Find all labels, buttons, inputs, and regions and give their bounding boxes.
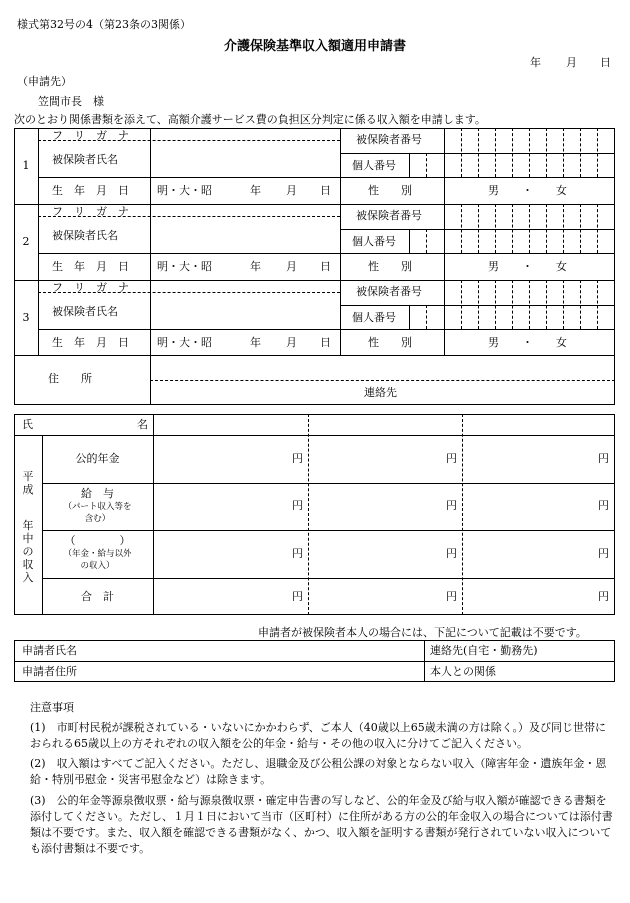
yen-other-2: 円 [446, 547, 457, 560]
salary-note-1: （パート収入等を [63, 502, 132, 512]
income-name-label-1: 氏 [22, 418, 33, 431]
birth-day-2: 日 [320, 260, 331, 273]
page-title: 介護保険基準収入額適用申請書 [223, 39, 406, 54]
yen-salary-1: 円 [292, 499, 303, 512]
personal-number-label-1: 個人番号 [352, 159, 396, 172]
birth-label-1: 生 年 月 日 [52, 184, 129, 197]
form-number: 様式第32号の4（第23条の3関係） [17, 18, 191, 31]
birth-year-2: 年 [250, 260, 261, 273]
salary-label: 給 与 [81, 487, 114, 500]
date-day: 日 [600, 56, 611, 69]
birth-month-3: 月 [286, 336, 297, 349]
birth-label-3: 生 年 月 日 [52, 336, 129, 349]
contact-label: 連絡先 [364, 386, 397, 399]
yen-other-3: 円 [598, 547, 609, 560]
furigana-label-1: フ リ ガ ナ [52, 129, 129, 142]
other-note-1: （年金・給与以外 [63, 549, 132, 559]
insured-name-label-3: 被保険者氏名 [52, 305, 118, 318]
note-3: (3) 公的年金等源泉徴収票・給与源泉徴収票・確定申告書の写しなど、公的年金及び給与収入額が確認できる書類を添付してください。ただし、１月１日において当市（区町村）に住所がある方の公的年金収入の場合については添付書類は不要です。また、収入額を確認できる書類がなく、かつ、収入額を証明する書類が発行されていない収入についても添付書類は不要です。 [30, 794, 613, 855]
yen-salary-3: 円 [598, 499, 609, 512]
sex-label-2: 性 別 [368, 260, 412, 273]
applicant-contact-label: 連絡先(自宅・勤務先) [430, 644, 538, 657]
birth-year-1: 年 [250, 184, 261, 197]
insured-number-label-1: 被保険者番号 [356, 133, 422, 146]
birth-month-1: 月 [286, 184, 297, 197]
yen-other-1: 円 [292, 547, 303, 560]
birth-label-2: 生 年 月 日 [52, 260, 129, 273]
sex-female-1: 女 [556, 184, 567, 197]
personal-number-label-2: 個人番号 [352, 235, 396, 248]
sex-male-2: 男 [488, 260, 499, 273]
recipient: 笠間市長 様 [38, 95, 104, 108]
sex-male-1: 男 [488, 184, 499, 197]
note-2: (2) 収入額はすべてご記入ください。ただし、退職金及び公租公課の対象とならない収入（障害年金・遺族年金・恩給・特別弔慰金・災害弔慰金など）は除きます。 [30, 757, 607, 786]
insured-name-label-2: 被保険者氏名 [52, 229, 118, 242]
notes-heading: 注意事項 [30, 701, 74, 714]
sex-female-2: 女 [556, 260, 567, 273]
birth-month-2: 月 [286, 260, 297, 273]
yen-salary-2: 円 [446, 499, 457, 512]
yen-pension-2: 円 [446, 452, 457, 465]
yen-pension-1: 円 [292, 452, 303, 465]
yen-total-2: 円 [446, 590, 457, 603]
address-label: 住 所 [48, 372, 92, 385]
sex-dot-1: ・ [522, 184, 533, 197]
income-side-label: 年中の収入 [22, 519, 34, 584]
insured-name-label-1: 被保険者氏名 [52, 153, 118, 166]
sex-male-3: 男 [488, 336, 499, 349]
income-side-era: 平成 [22, 470, 34, 496]
public-pension-label: 公的年金 [75, 452, 120, 465]
era-options-1: 明・大・昭 [157, 184, 212, 197]
furigana-label-2: フ リ ガ ナ [52, 205, 129, 218]
salary-note-2: 含む） [84, 514, 111, 524]
date-month: 月 [566, 56, 577, 69]
row-number-1: 1 [22, 159, 30, 172]
insured-number-label-2: 被保険者番号 [356, 209, 422, 222]
row-number-3: 3 [22, 311, 30, 324]
sex-label-1: 性 別 [368, 184, 412, 197]
birth-year-3: 年 [250, 336, 261, 349]
date-year: 年 [530, 56, 541, 69]
intro-text: 次のとおり関係書類を添えて、高額介護サービス費の負担区分判定に係る収入額を申請します。 [14, 113, 486, 126]
sex-dot-2: ・ [522, 260, 533, 273]
birth-day-1: 日 [320, 184, 331, 197]
yen-total-3: 円 [598, 590, 609, 603]
note-1: (1) 市町村民税が課税されている・いないにかかわらず、ご本人（40歳以上65歳未満の方は除く。）及び同じ世帯におられる65歳以上の方それぞれの収入額を公的年金・給与・その他の収入に分けてご記入ください。 [30, 721, 606, 750]
applicant-address-label: 申請者住所 [22, 665, 77, 678]
insured-number-label-3: 被保険者番号 [356, 285, 422, 298]
era-options-2: 明・大・昭 [157, 260, 212, 273]
row-number-2: 2 [22, 235, 30, 248]
applicant-name-label: 申請者氏名 [22, 644, 77, 657]
era-options-3: 明・大・昭 [157, 336, 212, 349]
yen-total-1: 円 [292, 590, 303, 603]
yen-pension-3: 円 [598, 452, 609, 465]
income-name-label-2: 名 [137, 418, 148, 431]
birth-day-3: 日 [320, 336, 331, 349]
personal-number-label-3: 個人番号 [352, 311, 396, 324]
other-note-2: の収入） [80, 561, 115, 571]
recipient-label: （申請先） [17, 75, 72, 88]
total-label: 合 計 [81, 590, 114, 603]
sex-female-3: 女 [556, 336, 567, 349]
sex-label-3: 性 別 [368, 336, 412, 349]
sex-dot-3: ・ [522, 336, 533, 349]
other-income-paren: （ ） [64, 534, 131, 547]
applicant-relation-label: 本人との関係 [430, 665, 496, 678]
applicant-note: 申請者が被保険者本人の場合には、下記について記載は不要です。 [258, 626, 587, 639]
furigana-label-3: フ リ ガ ナ [52, 281, 129, 294]
